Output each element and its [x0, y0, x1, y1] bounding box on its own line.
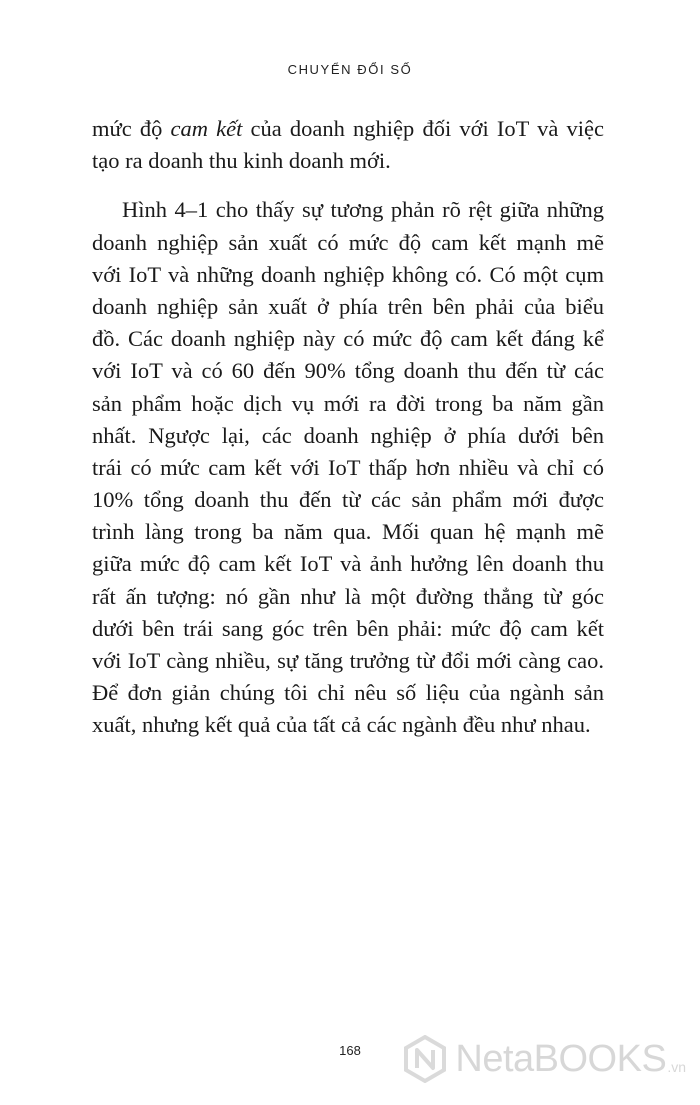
emphasis-cam-ket: cam kết: [170, 116, 243, 141]
watermark-tld: .vn: [667, 1059, 686, 1075]
paragraph-2-line: rất ấn tượng: nó gần như là một đường thẳng từ góc: [92, 583, 604, 609]
paragraph-2-line: sản phẩm hoặc dịch vụ mới ra đời trong ba năm gần: [92, 390, 604, 416]
netabooks-logo-icon: [401, 1035, 449, 1083]
paragraph-2-line: trình làng trong ba năm qua. Mối quan hệ mạnh mẽ: [92, 519, 604, 545]
paragraph-2-line: xuất, nhưng kết quả của tất cả các ngành đều như nhau.: [92, 712, 591, 738]
paragraph-2-line: đồ. Các doanh nghiệp này có mức độ cam kết đáng kể: [92, 326, 604, 352]
running-header: CHUYỂN ĐỔI SỐ: [287, 62, 413, 77]
paragraph-2-line: giữa mức độ cam kết IoT và ảnh hưởng lên doanh thu: [92, 551, 604, 577]
body-text: [92, 113, 604, 742]
page-number: 168: [339, 1043, 361, 1058]
paragraph-2-line: với IoT và những doanh nghiệp không có. Có một cụm: [92, 261, 604, 287]
paragraph-2-line: 10% tổng doanh thu đến từ các sản phẩm mới được: [92, 487, 604, 513]
paragraph-2-line: với IoT và có 60 đến 90% tổng doanh thu đến từ các: [92, 358, 604, 384]
paragraph-1-line-2: tạo ra doanh thu kinh doanh mới.: [92, 148, 391, 174]
paragraph-2-line: trái có mức cam kết với IoT thấp hơn nhiều và chỉ có: [92, 454, 604, 480]
watermark: [401, 1035, 686, 1083]
paragraph-2-line: dưới bên trái sang góc trên bên phải: mức độ cam kết: [92, 615, 604, 641]
paragraph-2-line: nhất. Ngược lại, các doanh nghiệp ở phía dưới bên: [92, 422, 604, 448]
paragraph-2-line: Hình 4–1 cho thấy sự tương phản rõ rệt giữa những: [122, 197, 604, 223]
paragraph-2-line: doanh nghiệp sản xuất ở phía trên bên phải của biểu: [92, 293, 604, 319]
watermark-brand: NetaBOOKS: [455, 1037, 667, 1080]
paragraph-2-line: doanh nghiệp sản xuất có mức độ cam kết mạnh mẽ: [92, 229, 604, 255]
paragraph-1-line-1: mức độ cam kết của doanh nghiệp đối với IoT và việc: [92, 116, 605, 141]
paragraph-2-line: Để đơn giản chúng tôi chỉ nêu số liệu của ngành sản: [92, 680, 604, 706]
paragraph-2-line: với IoT càng nhiều, sự tăng trưởng từ đổi mới càng cao.: [92, 648, 604, 673]
